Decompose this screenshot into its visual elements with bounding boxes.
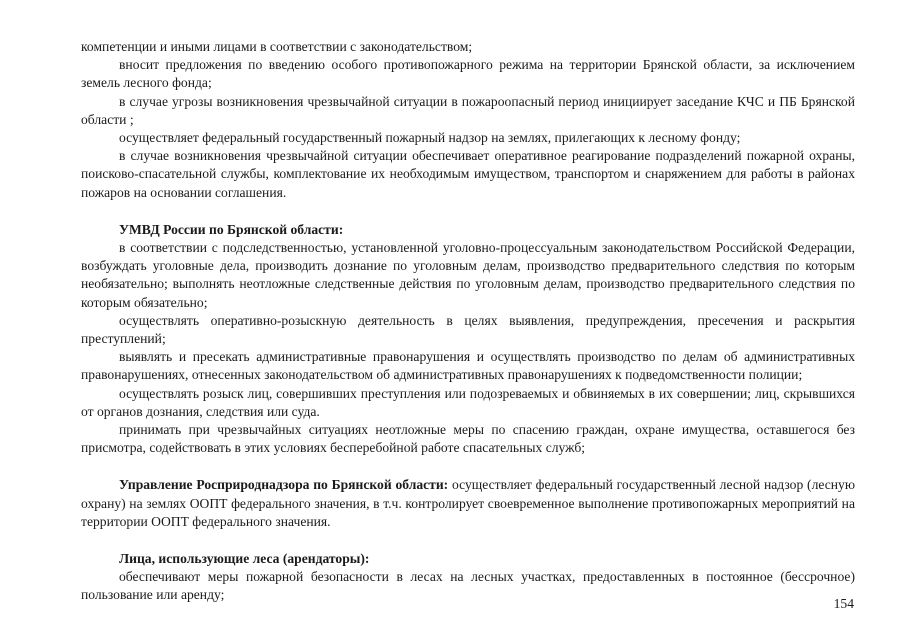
section-rosprirodnadzor [81,476,855,531]
section-gap [81,531,855,550]
paragraph: в случае возникновения чрезвычайной ситуации обеспечивает оперативное реагирование подразделений пожарной охраны, поисково-спасательной службы, комплектование их необходимым имуществом, транспортом и снаряжением для работы в районах пожаров на основании соглашения. [81,148,855,200]
paragraph: принимать при чрезвычайных ситуациях неотложные меры по спасению граждан, охране имущества, оставшегося без присмотра, содействовать в этих условиях бесперебойной работе спасательных служб; [81,422,855,456]
section-title-lessees: Лица, использующие леса (арендаторы): [119,551,370,567]
section-title-umvd: УМВД России по Брянской области: [119,221,344,237]
paragraph: вносит предложения по введению особого противопожарного режима на территории Брянской области, за исключением земель лесного фонда; [81,57,855,91]
paragraph: в соответствии с подследственностью, установленной уголовно-процессуальным законодательством Российской Федерации, возбуждать уголовные дела, производить дознание по уголовным делам, производство предварительного следствия по которым необязательно; выполнять неотложные следственные действия по уголовным делам, производство предварительного следствия по которым обязательно; [81,240,855,310]
paragraph: осуществлять оперативно-розыскную деятельность в целях выявления, предупреждения, пресечения и раскрытия преступлений; [81,312,855,347]
paragraph: компетенции и иными лицами в соответствии с законодательством; [81,39,473,54]
section-gap [81,457,855,476]
paragraph: осуществляет федеральный государственный лесной надзор (лесную охрану) на землях ООПТ федерального значения, в т.ч. контролирует своевременное выполнение противопожарных мероприятий на территории ООПТ федерального значения. [81,477,855,529]
paragraph: обеспечивают меры пожарной безопасности в лесах на лесных участках, предоставленных в постоянное (бессрочное) пользование или аренду; [81,569,855,603]
paragraph: выявлять и пресекать административные правонарушения и осуществлять производство по делам об административных правонарушениях, отнесенных законодательством об административных правонарушениях к подведомственности полиции; [81,349,855,383]
paragraph: осуществляет федеральный государственный пожарный надзор на землях, прилегающих к лесному фонду; [119,130,741,146]
section-gap [81,202,855,221]
document-body [81,38,855,605]
paragraph: в случае угрозы возникновения чрезвычайной ситуации в пожароопасный период инициирует заседание КЧС и ПБ Брянской области ; [81,93,855,127]
paragraph: осуществлять розыск лиц, совершивших преступления или подозреваемых и обвиняемых в их совершении; лиц, скрывшихся от органов дознания, следствия или суда. [81,385,855,419]
page-number: 154 [833,596,854,611]
section-title-rosprirodnadzor: Управление Росприроднадзора по Брянской области: [119,477,449,493]
